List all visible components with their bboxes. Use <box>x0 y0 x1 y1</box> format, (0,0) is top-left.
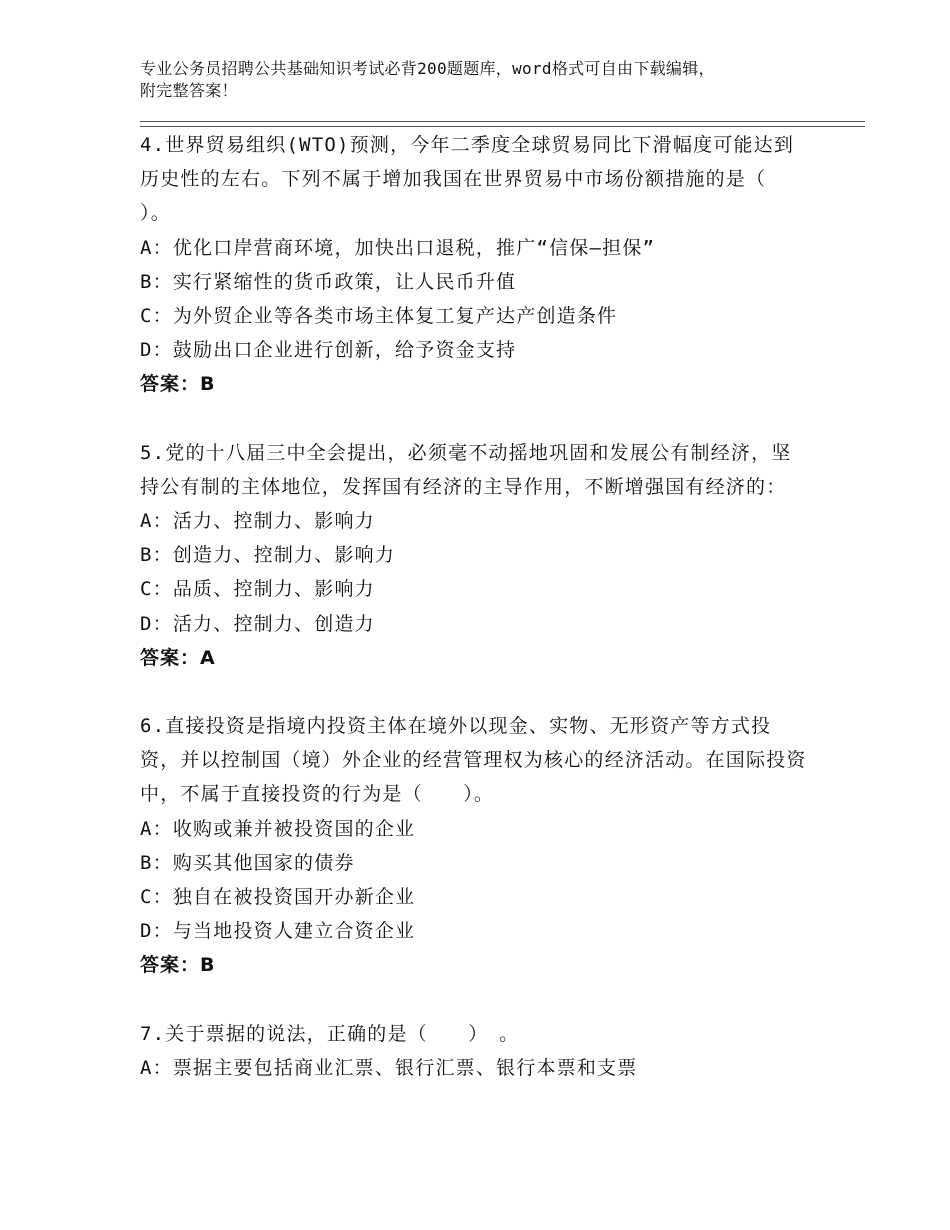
question-6 <box>140 709 820 983</box>
answer: 答案：B <box>140 954 216 977</box>
question-list <box>140 128 820 1119</box>
document-header <box>140 58 830 102</box>
option-d: D：与当地投资人建立合资企业 <box>140 920 416 943</box>
question-5 <box>140 436 820 675</box>
question-text: 5.党的十八届三中全会提出，必须毫不动摇地巩固和发展公有制经济，坚持公有制的主体地位，发挥国有经济的主导作用，不断增强国有经济的： <box>140 441 792 498</box>
answer: 答案：A <box>140 646 216 669</box>
option-a: A：票据主要包括商业汇票、银行汇票、银行本票和支票 <box>140 1056 638 1079</box>
option-a: A：收购或兼并被投资国的企业 <box>140 817 416 840</box>
option-b: B：创造力、控制力、影响力 <box>140 544 396 567</box>
header-line-2: 附完整答案！ <box>140 81 238 100</box>
option-b: B：购买其他国家的债券 <box>140 851 355 874</box>
option-a: A：活力、控制力、影响力 <box>140 510 375 533</box>
question-text: 6.直接投资是指境内投资主体在境外以现金、实物、无形资产等方式投资，并以控制国（境）外企业的经营管理权为核心的经济活动。在国际投资中，不属于直接投资的行为是（ ）。 <box>140 715 807 806</box>
option-b: B：实行紧缩性的货币政策，让人民币升值 <box>140 270 517 293</box>
option-a: A：优化口岸营商环境，加快出口退税，推广“信保—担保” <box>140 236 656 259</box>
option-c: C：为外贸企业等各类市场主体复工复产达产创造条件 <box>140 305 618 328</box>
question-4 <box>140 128 820 402</box>
option-d: D：活力、控制力、创造力 <box>140 612 375 635</box>
question-7 <box>140 1017 820 1085</box>
option-d: D：鼓励出口企业进行创新，给予资金支持 <box>140 339 517 362</box>
header-divider <box>140 121 865 127</box>
option-c: C：品质、控制力、影响力 <box>140 578 375 601</box>
answer: 答案：B <box>140 373 216 396</box>
question-text: 4.世界贸易组织(WTO)预测，今年二季度全球贸易同比下滑幅度可能达到历史性的左右。下列不属于增加我国在世界贸易中市场份额措施的是（ ）。 <box>140 134 807 225</box>
question-text: 7.关于票据的说法，正确的是（ ） 。 <box>140 1022 520 1045</box>
option-c: C：独自在被投资国开办新企业 <box>140 886 416 909</box>
header-line-1: 专业公务员招聘公共基础知识考试必背200题题库，word格式可自由下载编辑， <box>140 59 715 78</box>
